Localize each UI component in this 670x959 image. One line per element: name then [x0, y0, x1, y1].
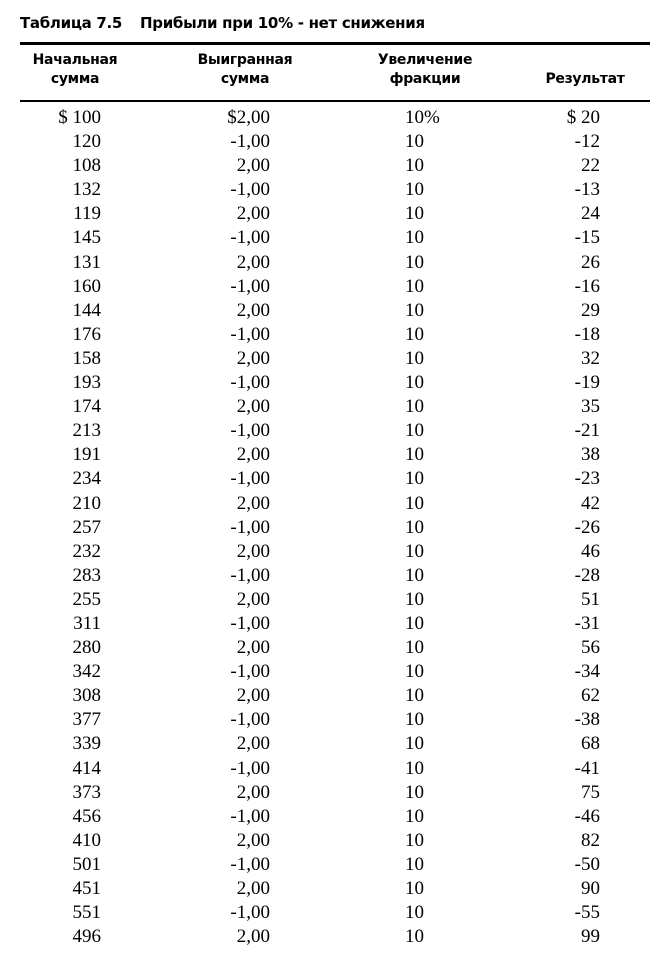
- cell-won-amount: -1,00: [230, 275, 270, 297]
- cell-won-amount: 2,00: [236, 926, 270, 948]
- header-won-amount: [185, 51, 305, 89]
- cell-start-amount: 234: [72, 468, 101, 490]
- cell-start-amount: 108: [72, 155, 101, 177]
- cell-result: -28: [574, 564, 600, 586]
- cell-result: 82: [581, 829, 600, 851]
- cell-start-amount: 160: [72, 275, 101, 297]
- cell-start-amount: $ 100: [58, 107, 101, 128]
- cell-won-amount: -1,00: [230, 468, 270, 490]
- cell-fraction-increase: 10: [405, 227, 424, 249]
- cell-start-amount: 342: [72, 661, 101, 683]
- cell-fraction-increase: 10: [405, 612, 424, 634]
- cell-won-amount: 2,00: [236, 637, 270, 659]
- cell-start-amount: 232: [72, 540, 101, 562]
- cell-result: -34: [574, 661, 600, 683]
- cell-won-amount: -1,00: [230, 227, 270, 249]
- cell-won-amount: 2,00: [236, 540, 270, 562]
- cell-fraction-increase: 10: [405, 805, 424, 827]
- cell-won-amount: 2,00: [236, 251, 270, 273]
- table-row: [0, 419, 670, 443]
- cell-start-amount: 131: [72, 251, 101, 273]
- cell-won-amount: 2,00: [236, 781, 270, 803]
- header-line: Увеличение: [377, 52, 473, 68]
- cell-won-amount: -1,00: [230, 564, 270, 586]
- cell-start-amount: 410: [72, 829, 101, 851]
- cell-result: -23: [574, 468, 600, 490]
- cell-start-amount: 311: [73, 612, 101, 634]
- header-line: Результат: [545, 71, 625, 87]
- cell-fraction-increase: 10: [405, 492, 424, 514]
- cell-start-amount: 496: [72, 926, 101, 948]
- cell-result: -19: [574, 372, 600, 394]
- cell-fraction-increase: 10: [405, 637, 424, 659]
- cell-result: 32: [581, 347, 600, 369]
- table-row: [0, 154, 670, 178]
- cell-fraction-increase: 10: [405, 347, 424, 369]
- cell-won-amount: $2,00: [227, 107, 270, 128]
- cell-won-amount: 2,00: [236, 444, 270, 466]
- cell-won-amount: 2,00: [236, 685, 270, 707]
- cell-start-amount: 283: [72, 564, 101, 586]
- cell-fraction-increase: 10: [405, 540, 424, 562]
- cell-won-amount: 2,00: [236, 878, 270, 899]
- cell-result: -55: [574, 902, 600, 924]
- cell-start-amount: 145: [72, 227, 101, 249]
- table-row: [0, 202, 670, 226]
- cell-result: 62: [581, 685, 600, 707]
- cell-start-amount: 132: [72, 179, 101, 201]
- cell-result: 90: [581, 878, 600, 899]
- top-rule: [20, 42, 650, 45]
- cell-result: -16: [574, 275, 600, 297]
- cell-result: 68: [581, 733, 600, 755]
- cell-won-amount: -1,00: [230, 757, 270, 779]
- cell-result: -26: [574, 516, 600, 538]
- table-row: [0, 732, 670, 756]
- table-row: [0, 178, 670, 202]
- cell-fraction-increase: 10: [405, 444, 424, 466]
- cell-fraction-increase: 10: [405, 709, 424, 731]
- cell-start-amount: 191: [72, 444, 101, 466]
- cell-result: -15: [574, 227, 600, 249]
- cell-won-amount: -1,00: [230, 661, 270, 683]
- table-row: [0, 371, 670, 395]
- cell-result: 42: [581, 492, 600, 514]
- cell-fraction-increase: 10: [405, 251, 424, 273]
- table-row: [0, 492, 670, 516]
- table-row: [0, 467, 670, 491]
- cell-won-amount: 2,00: [236, 588, 270, 610]
- cell-fraction-increase: 10: [405, 926, 424, 948]
- cell-start-amount: 144: [72, 299, 101, 321]
- cell-result: 46: [581, 540, 600, 562]
- cell-won-amount: 2,00: [236, 155, 270, 177]
- cell-start-amount: 373: [72, 781, 101, 803]
- header-rule: [20, 100, 650, 102]
- cell-won-amount: -1,00: [230, 805, 270, 827]
- header-fraction-increase: [365, 51, 485, 89]
- header-line: Выигранная: [197, 52, 293, 68]
- table-row: [0, 636, 670, 660]
- table-row: [0, 540, 670, 564]
- cell-fraction-increase: 10: [405, 372, 424, 394]
- cell-start-amount: 120: [72, 131, 101, 153]
- table-row: [0, 781, 670, 805]
- table-row: [0, 443, 670, 467]
- cell-result: -50: [574, 853, 600, 875]
- table-row: [0, 395, 670, 419]
- header-line: сумма: [50, 71, 100, 87]
- cell-start-amount: 414: [72, 757, 101, 779]
- table-row: [0, 901, 670, 925]
- table-number: Таблица 7.5: [20, 14, 123, 32]
- table-row: [0, 660, 670, 684]
- cell-fraction-increase: 10: [405, 468, 424, 490]
- cell-result: -31: [574, 612, 600, 634]
- table-row: [0, 347, 670, 371]
- cell-fraction-increase: 10: [405, 203, 424, 225]
- cell-result: -38: [574, 709, 600, 731]
- table-body: [0, 106, 670, 949]
- cell-result: 29: [581, 299, 600, 321]
- table-caption: [20, 14, 425, 32]
- header-line: фракции: [389, 71, 461, 87]
- cell-won-amount: -1,00: [230, 179, 270, 201]
- cell-fraction-increase: 10: [405, 516, 424, 538]
- cell-won-amount: -1,00: [230, 420, 270, 442]
- cell-fraction-increase: 10: [405, 588, 424, 610]
- cell-fraction-increase: 10: [405, 733, 424, 755]
- cell-result: $ 20: [566, 107, 600, 128]
- cell-won-amount: -1,00: [230, 612, 270, 634]
- cell-fraction-increase: 10: [405, 179, 424, 201]
- cell-won-amount: 2,00: [236, 347, 270, 369]
- cell-start-amount: 257: [72, 516, 101, 538]
- cell-start-amount: 308: [72, 685, 101, 707]
- cell-start-amount: 193: [72, 372, 101, 394]
- table-row: [0, 588, 670, 612]
- table-row: [0, 323, 670, 347]
- cell-won-amount: -1,00: [230, 131, 270, 153]
- header-line: Начальная: [32, 52, 118, 68]
- table-row: [0, 299, 670, 323]
- cell-fraction-increase: 10: [405, 661, 424, 683]
- cell-start-amount: 210: [72, 492, 101, 514]
- table-row: [0, 757, 670, 781]
- cell-fraction-increase: 10: [405, 131, 424, 153]
- table-row: [0, 853, 670, 877]
- cell-fraction-increase: 10%: [405, 107, 440, 128]
- table-row: [0, 251, 670, 275]
- table-row: [0, 877, 670, 901]
- cell-won-amount: 2,00: [236, 396, 270, 418]
- cell-result: 38: [581, 444, 600, 466]
- cell-start-amount: 339: [72, 733, 101, 755]
- table-row: [0, 708, 670, 732]
- cell-won-amount: -1,00: [230, 709, 270, 731]
- cell-result: -41: [574, 757, 600, 779]
- cell-result: 22: [581, 155, 600, 177]
- table-row: [0, 564, 670, 588]
- table-row: [0, 275, 670, 299]
- cell-start-amount: 377: [72, 709, 101, 731]
- cell-fraction-increase: 10: [405, 564, 424, 586]
- cell-fraction-increase: 10: [405, 853, 424, 875]
- cell-result: -21: [574, 420, 600, 442]
- cell-fraction-increase: 10: [405, 275, 424, 297]
- cell-won-amount: -1,00: [230, 372, 270, 394]
- cell-won-amount: 2,00: [236, 203, 270, 225]
- cell-fraction-increase: 10: [405, 396, 424, 418]
- header-result: [535, 70, 635, 89]
- cell-start-amount: 119: [73, 203, 101, 225]
- table-row: [0, 106, 670, 130]
- cell-won-amount: 2,00: [236, 299, 270, 321]
- cell-result: 51: [581, 588, 600, 610]
- cell-won-amount: -1,00: [230, 323, 270, 345]
- cell-won-amount: 2,00: [236, 492, 270, 514]
- cell-fraction-increase: 10: [405, 155, 424, 177]
- cell-start-amount: 255: [72, 588, 101, 610]
- table-row: [0, 516, 670, 540]
- cell-fraction-increase: 10: [405, 878, 424, 899]
- table-row: [0, 925, 670, 949]
- cell-won-amount: 2,00: [236, 829, 270, 851]
- cell-won-amount: -1,00: [230, 902, 270, 924]
- cell-result: 35: [581, 396, 600, 418]
- cell-fraction-increase: 10: [405, 902, 424, 924]
- cell-won-amount: 2,00: [236, 733, 270, 755]
- cell-result: 26: [581, 251, 600, 273]
- cell-result: 99: [581, 926, 600, 948]
- cell-fraction-increase: 10: [405, 829, 424, 851]
- cell-result: -18: [574, 323, 600, 345]
- cell-start-amount: 456: [72, 805, 101, 827]
- cell-start-amount: 158: [72, 347, 101, 369]
- cell-result: 56: [581, 637, 600, 659]
- cell-fraction-increase: 10: [405, 323, 424, 345]
- table-row: [0, 612, 670, 636]
- cell-start-amount: 501: [72, 853, 101, 875]
- cell-won-amount: -1,00: [230, 516, 270, 538]
- cell-fraction-increase: 10: [405, 299, 424, 321]
- cell-won-amount: -1,00: [230, 853, 270, 875]
- cell-fraction-increase: 10: [405, 685, 424, 707]
- cell-result: -13: [574, 179, 600, 201]
- table-row: [0, 226, 670, 250]
- cell-start-amount: 174: [72, 396, 101, 418]
- cell-result: -46: [574, 805, 600, 827]
- cell-fraction-increase: 10: [405, 757, 424, 779]
- cell-start-amount: 213: [72, 420, 101, 442]
- cell-result: 24: [581, 203, 600, 225]
- cell-result: 75: [581, 781, 600, 803]
- cell-start-amount: 280: [72, 637, 101, 659]
- table-row: [0, 684, 670, 708]
- cell-fraction-increase: 10: [405, 420, 424, 442]
- cell-fraction-increase: 10: [405, 781, 424, 803]
- cell-start-amount: 451: [72, 878, 101, 899]
- table-row: [0, 805, 670, 829]
- cell-start-amount: 551: [72, 902, 101, 924]
- cell-result: -12: [574, 131, 600, 153]
- header-line: сумма: [220, 71, 270, 87]
- cell-start-amount: 176: [72, 323, 101, 345]
- table-title: Прибыли при 10% - нет снижения: [140, 14, 425, 32]
- header-start-amount: [20, 51, 130, 89]
- table-row: [0, 130, 670, 154]
- table-row: [0, 829, 670, 853]
